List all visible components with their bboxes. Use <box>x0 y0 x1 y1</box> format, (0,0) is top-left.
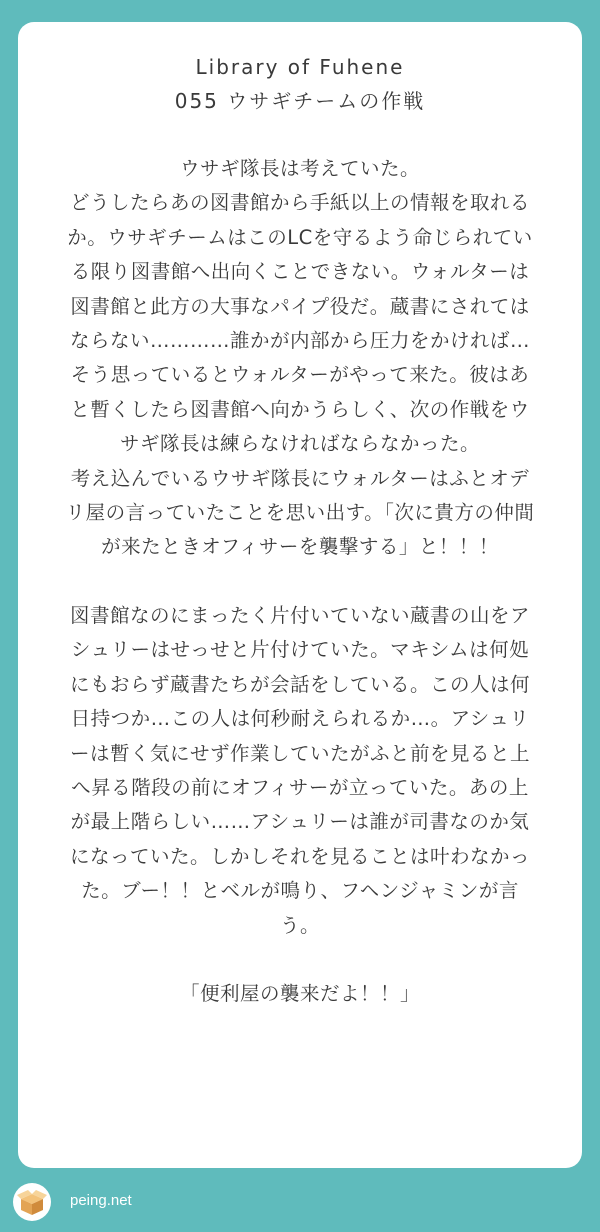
paragraph-4: 図書館なのにまったく片付いていない蔵書の山をアシュリーはせっせと片付けていた。マキシムは何処にもおらず蔵書たちが会話をしている。この人は何日持つか…この人は何秒耐えられるか…。アシュリーは暫く気にせず作業していたがふと前を見ると上へ昇る階段の前にオフィサーが立っていた。あの上が最上階らしい……アシュリーは誰が司書なのか気になっていた。しかしそれを見ることは叶わなかった。ブー！！とベルが鳴り、フヘンジャミンが言う。 <box>69 603 530 937</box>
paragraph-3: 考え込んでいるウサギ隊長にウォルターはふとオデリ屋の言っていたことを思い出す。「次に貴方の仲間が来たときオフィサーを襲撃する」と！！！ <box>65 466 535 559</box>
spacer <box>62 943 538 977</box>
post-subtitle: 055 ウサギチームの作戦 <box>174 89 426 113</box>
paragraph-2: どうしたらあの図書館から手紙以上の情報を取れるか。ウサギチームはこのLCを守るよう命じられている限り図書館へ出向くことできない。ウォルターは図書館と此方の大事なパイプ役だ。蔵書にされてはならない…………誰かが内部から圧力をかければ…そう思っているとウォルターがやって来た。彼はあと暫くしたら図書館へ向かうらしく、次の作戦をウサギ隊長は練らなければならなかった。 <box>67 191 533 456</box>
post-content <box>62 50 538 1011</box>
paragraph-1: ウサギ隊長は考えていた。 <box>179 157 420 180</box>
paragraph-5: 「便利屋の襲来だよ！！」 <box>179 981 420 1005</box>
spacer <box>62 565 538 599</box>
post-title: Library of Fuhene <box>195 55 405 79</box>
spacer <box>62 118 538 152</box>
question-card <box>18 22 582 1168</box>
brand-name[interactable]: peing.net <box>70 1192 132 1209</box>
footer <box>12 1182 312 1224</box>
peing-box-icon[interactable] <box>12 1182 52 1222</box>
